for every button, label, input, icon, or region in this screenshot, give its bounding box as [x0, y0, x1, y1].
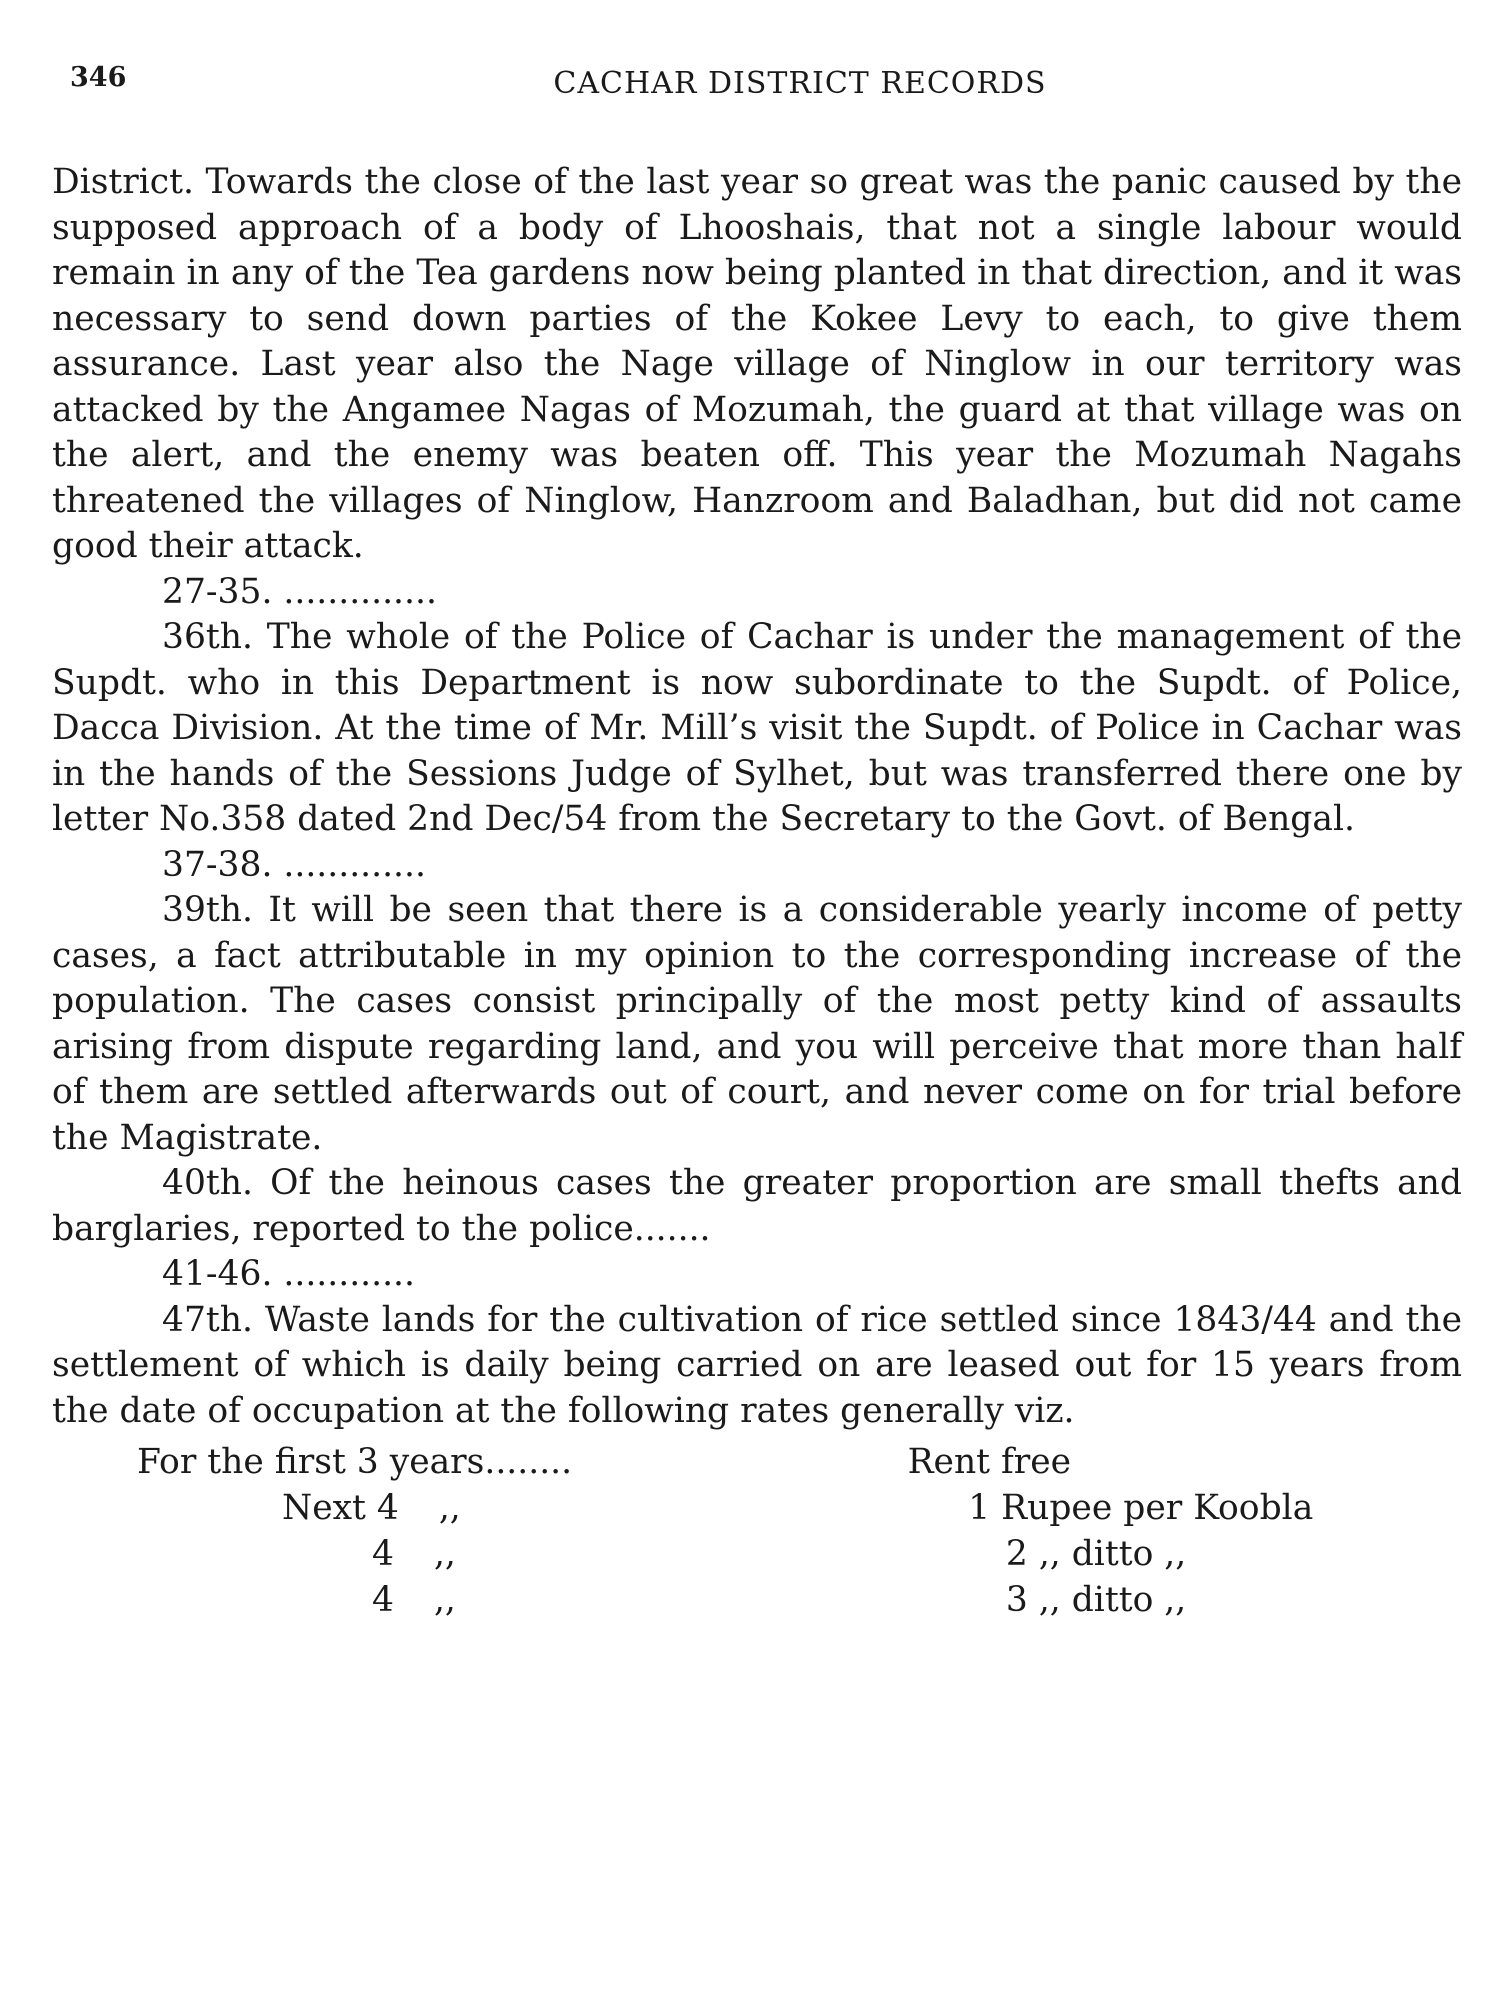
paragraph-district: District. Towards the close of the last year so great was the panic caused by the supposed approach of a body of Lhooshais, that not a single labour would remain in any of the Tea gardens now being planted in that direction, and it was necessary to send down parties of the Kokee Levy to each, to give them assurance. Last year also the Nage village of Ninglow in our territory was attacked by the Angamee Nagas of Mozumah, the guard at that village was on the alert, and the enemy was beaten off. This year the Mozumah Nagahs threatened the villages of Ninglow, Hanzroom and Baladhan, but did not came good their attack. [52, 162, 1462, 566]
rate-row [52, 1440, 1462, 1486]
rate-period: For the first 3 years........ [137, 1442, 573, 1482]
rate-row [52, 1486, 1462, 1532]
paragraph-47: 47th. Waste lands for the cultivation of rice settled since 1843/44 and the settlement of which is daily being carried on are leased out for 15 years from the date of occupation at the following rates generally viz. [52, 1299, 1462, 1431]
body-text [52, 160, 1462, 1624]
rate-row [52, 1532, 1462, 1578]
rates-table [52, 1440, 1462, 1624]
omitted-paragraphs-37-38: 37-38. ............. [162, 844, 426, 885]
rate-period: 4 ,, [372, 1534, 456, 1574]
paragraph-36: 36th. The whole of the Police of Cachar is under the management of the Supdt. who in this Department is now subordinate to the Supdt. of Police, Dacca Division. At the time of Mr. Mill’s visit the Supdt. of Police in Cachar was in the hands of the Sessions Judge of Sylhet, but was transferred there one by letter No.358 dated 2nd Dec/54 from the Secretary to the Govt. of Bengal. [52, 617, 1462, 839]
ditto-mark: ,, [433, 1534, 456, 1574]
omitted-paragraphs-27-35: 27-35. .............. [162, 571, 437, 612]
rate-value: Rent free [907, 1442, 1072, 1482]
running-head: CACHAR DISTRICT RECORDS [553, 66, 1047, 101]
ditto-mark: ,, [433, 1580, 456, 1620]
rate-period: Next 4 ,, [282, 1488, 461, 1528]
paragraph-39: 39th. It will be seen that there is a considerable yearly income of petty cases, a fact attributable in my opinion to the corresponding increase of the population. The cases consist principally of the most petty kind of assaults arising from dispute regarding land, and you will perceive that more than half of them are settled afterwards out of court, and never come on for trial before the Magistrate. [52, 890, 1462, 1158]
ditto-mark: ,, [438, 1488, 461, 1528]
page-number: 346 [70, 62, 127, 93]
page-header [70, 62, 1450, 122]
rate-value: 3 ,, ditto ,, [1005, 1580, 1187, 1620]
rate-value: 2 ,, ditto ,, [1005, 1534, 1187, 1574]
omitted-paragraphs-41-46: 41-46. ............ [162, 1254, 415, 1294]
rate-value: 1 Rupee per Koobla [968, 1488, 1314, 1528]
paragraph-40: 40th. Of the heinous cases the greater proportion are small thefts and barglaries, reported to the police....... [52, 1163, 1462, 1249]
rate-row [52, 1578, 1462, 1624]
rate-period: 4 ,, [372, 1580, 456, 1620]
